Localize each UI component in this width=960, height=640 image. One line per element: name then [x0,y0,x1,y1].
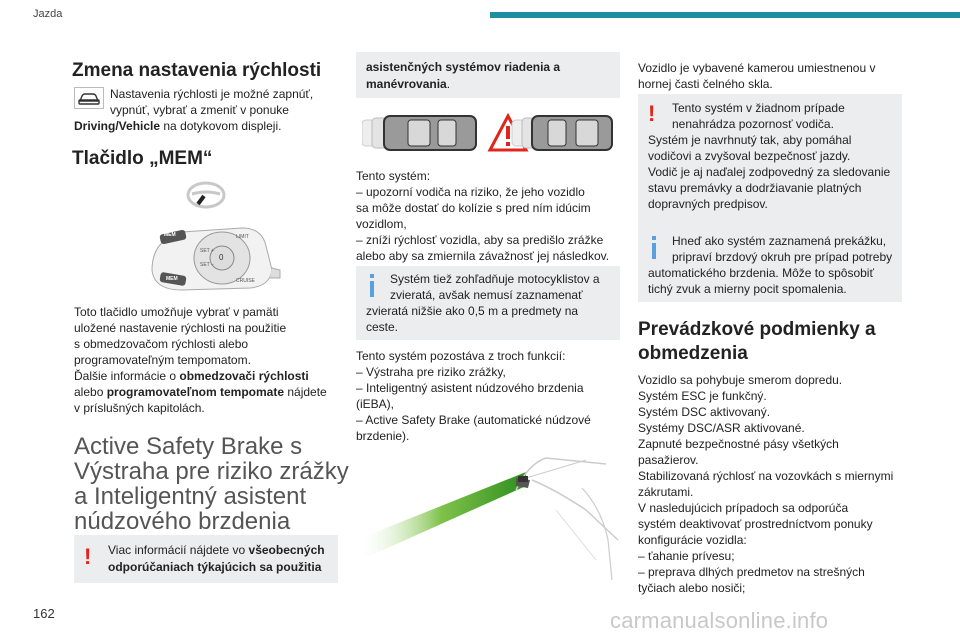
system-text-1: Tento systém: [356,169,431,183]
asb-title-line-3: a Inteligentný asistent [74,483,307,510]
conditions-text-3: Systém DSC aktivovaný. [638,405,771,419]
conditions-text-5: Zapnuté bezpečnostné pásy všetkých [638,437,839,451]
front-camera-illustration [356,450,620,585]
stalk-limit-label: LIMIT [236,234,249,240]
car-settings-icon [74,87,104,114]
conditions-text-2: Systém ESC je funkčný. [638,389,767,403]
conditions-text-12: – ťahanie prívesu; [638,549,735,563]
mem-text-3: s obmedzovačom rýchlosti alebo [74,337,249,351]
info-box-brake-circuit [638,226,902,302]
stalk-mem-label-lower: MEM [166,276,178,282]
warning-box-attention [638,94,902,246]
stalk-cruise-label: CRUISE [236,278,255,284]
warning-exclamation-icon: ! [84,544,92,569]
system-text-3: sa môže dostať do kolízie s pred ním idúcim [356,201,591,215]
info-icon-dot-2 [652,236,656,240]
system-text-4: vozidlom, [356,217,407,231]
speed-text-3: Driving/Vehicle na dotykovom displeji. [74,119,282,133]
box-top-text-2: manévrovania. [366,77,451,91]
asb-title-line-1: Active Safety Brake s [74,433,303,460]
asb-title-line-2: Výstraha pre riziko zrážky [74,458,349,485]
conditions-text-1: Vozidlo sa pohybuje smerom dopredu. [638,373,843,387]
stalk-set-minus-label: SET − [200,262,214,268]
warning-box-recommendations [74,535,338,583]
conditions-title-line-2: obmedzenia [638,343,748,364]
functions-text-3: – Inteligentný asistent núdzového brzdenia [356,381,584,395]
attention-text-1: Tento systém v žiadnom prípade [672,101,845,115]
mem-text-6: alebo programovateľnom tempomate nájdete [74,385,327,399]
info-text-2: zvieratá, avšak nemusí zaznamenať [390,288,583,302]
speed-text-2: vypnúť, vybrať a zmeniť v ponuke [110,103,289,117]
conditions-text-13: – preprava dlhých predmetov na strešných [638,565,865,579]
stalk-zero-label: 0 [219,253,224,262]
conditions-title-line-1: Prevádzkové podmienky a [638,319,876,340]
info-icon-bar-2 [652,243,656,259]
mem-text-4: programovateľným tempomatom. [74,353,251,367]
info-text-1: Systém tiež zohľadňuje motocyklistov a [390,272,600,286]
conditions-text-11: konfigurácie vozidla: [638,533,747,547]
info-box-motorcyclists [356,266,620,340]
mem-text-1: Toto tlačidlo umožňuje vybrať v pamäti [74,305,279,319]
collision-warning-illustration [362,108,616,163]
mem-text-2: uložené nastavenie rýchlosti na použitie [74,321,287,335]
camera-text-2: hornej časti čelného skla. [638,77,773,91]
brake-text-3: automatického brzdenia. Môže to spôsobiť [648,266,874,280]
warning-exclamation-icon-2: ! [648,101,656,126]
conditions-text-7: Stabilizovaná rýchlosť na vozovkách s miernymi [638,469,894,483]
attention-text-6: stavu premávky a dodržiavanie platných [648,181,862,195]
brake-text-1: Hneď ako systém zaznamená prekážku, [672,234,887,248]
functions-text-4: (iEBA), [356,397,395,411]
page-number: 162 [33,606,55,621]
attention-text-4: vodičovi a zvyšoval bezpečnosť jazdy. [648,149,851,163]
functions-text-1: Tento systém pozostáva z troch funkcií: [356,349,566,363]
attention-text-5: Vodič je aj naďalej zodpovedný za sledovanie [648,165,891,179]
info-text-3: zvieratá nižšie ako 0,5 m a predmety na [366,304,579,318]
mem-button-title: Tlačidlo „MEM“ [72,148,213,169]
info-icon-bar [370,281,374,297]
info-text-4: ceste. [366,320,399,334]
functions-text-6: brzdenie). [356,429,410,443]
cruise-control-stalk-illustration [142,220,282,300]
box-top-text-1: asistenčných systémov riadenia a [366,60,561,74]
conditions-text-4: Systémy DSC/ASR aktivované. [638,421,805,435]
functions-text-5: – Active Safety Brake (automatické núdzové [356,413,591,427]
attention-text-7: dopravných predpisov. [648,197,768,211]
info-icon-dot [370,274,374,278]
header-accent-bar [490,12,960,18]
speed-settings-title: Zmena nastavenia rýchlosti [72,60,322,81]
functions-text-2: – Výstraha pre riziko zrážky, [356,365,506,379]
mem-text-7: v príslušných kapitolách. [74,401,205,415]
asb-title-line-4: núdzového brzdenia [74,508,291,535]
stalk-mem-label: MEM [164,232,176,238]
watermark: carmanualsonline.info [610,608,829,633]
attention-text-3: Systém je navrhnutý tak, aby pomáhal [648,133,852,147]
brake-text-2: pripraví brzdový okruh pre prípad potreby [672,250,893,264]
conditions-text-6: pasažierov. [638,453,699,467]
warning-text-1: Viac informácií nájdete vo všeobecných [108,543,325,557]
brake-text-4: tichý zvuk a mierny pocit spomalenia. [648,282,847,296]
info-box-continued [356,52,620,98]
system-text-6: alebo aby sa zmiernila závažnosť jej následkov. [356,249,610,263]
stalk-set-plus-label: SET + [200,248,214,254]
conditions-text-9: V nasledujúcich prípadoch sa odporúča [638,501,849,515]
conditions-text-14: tyčiach alebo nosiči; [638,581,746,595]
attention-text-2: nenahrádza pozornosť vodiča. [672,117,834,131]
section-header: Jazda [33,8,63,20]
conditions-text-10: systém deaktivovať prostredníctvom ponuky [638,517,873,531]
conditions-text-8: zákrutami. [638,485,694,499]
warning-text-2: odporúčaniach týkajúcich sa použitia [108,560,322,574]
camera-text-1: Vozidlo je vybavené kamerou umiestnenou v [638,61,876,75]
mem-text-5: Ďalšie informácie o obmedzovači rýchlosti [74,369,309,383]
system-text-5: – zníži rýchlosť vozidla, aby sa predišlo zrážke [356,233,604,247]
steering-wheel-icon [184,180,228,215]
system-text-2: – upozorní vodiča na riziko, že jeho vozidlo [356,185,585,199]
speed-text-1: Nastavenia rýchlosti je možné zapnúť, [110,87,314,101]
